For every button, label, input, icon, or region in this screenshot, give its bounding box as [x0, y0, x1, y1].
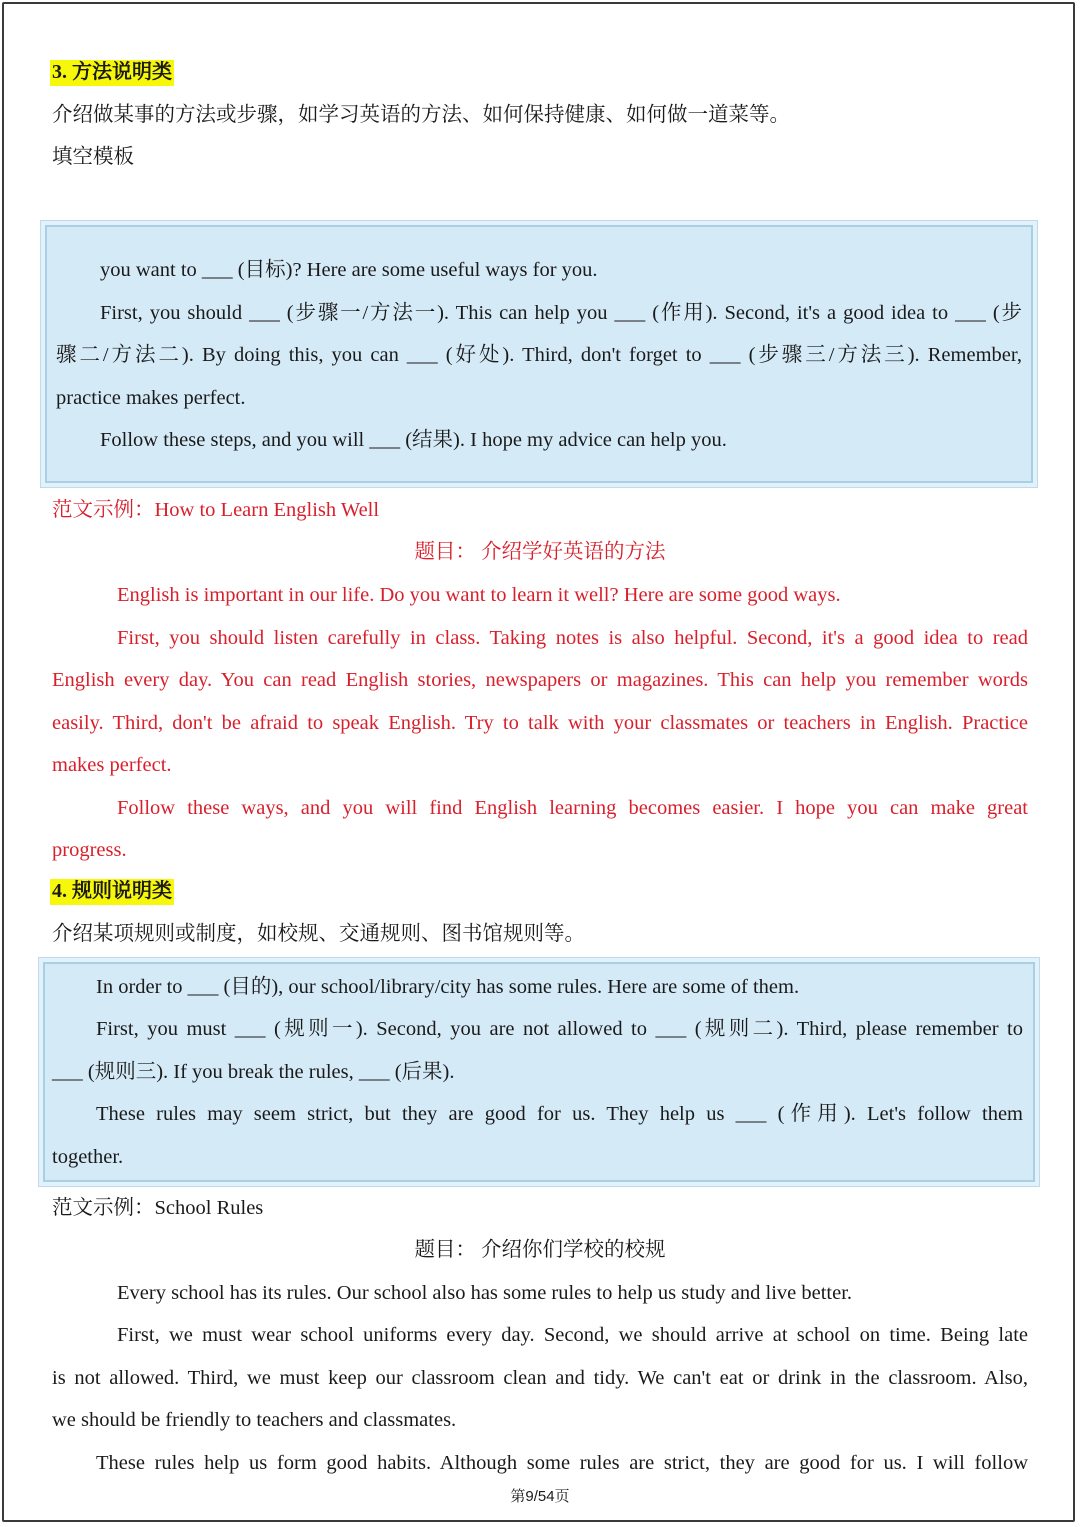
- s3-example-line-6: Follow these ways, and you will find English learning becomes easier. I hope you can make great: [117, 797, 1028, 819]
- s4-example-line-4: we should be friendly to teachers and classmates.: [52, 1409, 457, 1431]
- s3-template-line-3: 骤二/方法二). By doing this, you can ___ (好处). Third, don't forget to ___ (步骤三/方法三). Remember,: [56, 344, 1022, 366]
- s3-example-line-5: makes perfect.: [52, 754, 172, 776]
- s3-example-line-4: easily. Third, don't be afraid to speak English. Try to talk with your classmates or teachers in English. Practice: [52, 712, 1028, 734]
- section4-example-label: 范文示例：School Rules: [52, 1197, 264, 1219]
- s4-template-line-1: In order to ___ (目的), our school/library/city has some rules. Here are some of them.: [96, 976, 800, 998]
- section4-intro: 介绍某项规则或制度，如校规、交通规则、图书馆规则等。: [52, 923, 585, 945]
- s3-example-line-3: English every day. You can read English stories, newspapers or magazines. This can help you remember words: [52, 669, 1028, 691]
- s4-template-line-4: These rules may seem strict, but they are good for us. They help us ___ (作用). Let's follow them: [96, 1103, 1023, 1125]
- section4-example-topic: 题目： 介绍你们学校的校规: [414, 1239, 666, 1261]
- s4-template-line-5: together.: [52, 1146, 124, 1168]
- s3-template-line-2: First, you should ___ (步骤一/方法一). This can help you ___ (作用). Second, it's a good idea to ___ (步: [100, 302, 1022, 324]
- s4-template-line-3: ___ (规则三). If you break the rules, ___ (后果).: [52, 1061, 455, 1083]
- page-number: 第9/54页: [510, 1488, 570, 1505]
- s3-template-line-4: practice makes perfect.: [56, 387, 246, 409]
- section3-template-label: 填空模板: [52, 146, 134, 168]
- section3-heading: [50, 57, 174, 87]
- s3-template-line-5: Follow these steps, and you will ___ (结果). I hope my advice can help you.: [100, 429, 727, 451]
- s3-example-line-2: First, you should listen carefully in class. Taking notes is also helpful. Second, it's a good idea to read: [117, 627, 1028, 649]
- s4-template-line-2: First, you must ___ (规则一). Second, you are not allowed to ___ (规则二). Third, please remember to: [96, 1018, 1023, 1040]
- s3-example-line-1: English is important in our life. Do you want to learn it well? Here are some good ways.: [117, 584, 841, 606]
- section4-heading: [50, 876, 174, 906]
- section3-example-label: 范文示例：How to Learn English Well: [52, 499, 380, 521]
- section3-intro: 介绍做某事的方法或步骤，如学习英语的方法、如何保持健康、如何做一道菜等。: [52, 104, 790, 126]
- s4-example-line-2: First, we must wear school uniforms every day. Second, we should arrive at school on time. Being late: [117, 1324, 1028, 1346]
- s4-example-line-5: These rules help us form good habits. Although some rules are strict, they are good for us. I will follow: [96, 1452, 1028, 1474]
- s3-example-line-7: progress.: [52, 839, 127, 861]
- s4-example-line-1: Every school has its rules. Our school also has some rules to help us study and live better.: [117, 1282, 853, 1304]
- section4-heading-text: 4. 规则说明类: [50, 879, 174, 905]
- section3-example-topic: 题目： 介绍学好英语的方法: [414, 541, 666, 563]
- s3-template-line-1: you want to ___ (目标)? Here are some useful ways for you.: [100, 259, 598, 281]
- s4-example-line-3: is not allowed. Third, we must keep our classroom clean and tidy. We can't eat or drink in the classroom. Also,: [52, 1367, 1028, 1389]
- section3-heading-text: 3. 方法说明类: [50, 60, 174, 86]
